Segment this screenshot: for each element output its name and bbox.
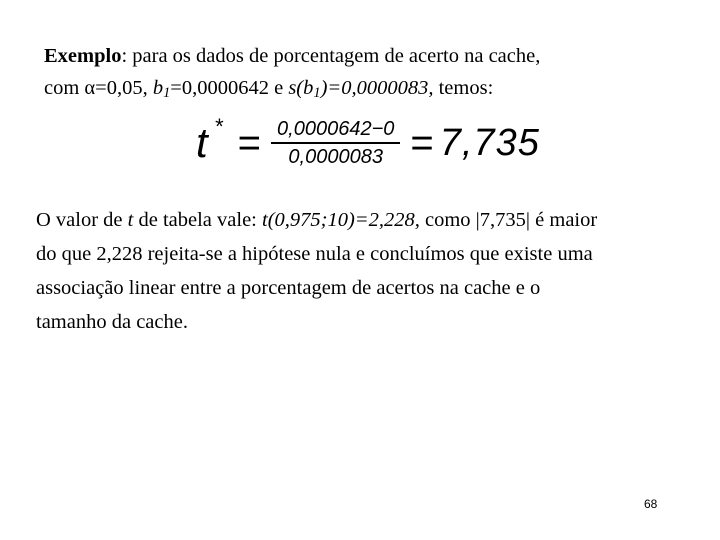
paragraph-line-3: associação linear entre a porcentagem de acertos na cache e o xyxy=(36,277,541,299)
t-statistic-formula xyxy=(196,110,540,176)
formula-numerator: 0,0000642−0 xyxy=(277,118,395,140)
sb-prefix: s(b xyxy=(288,77,314,99)
alpha-value: =0,05, xyxy=(95,77,153,99)
formula-lhs xyxy=(196,114,224,166)
paragraph-text-1b: de tabela vale: xyxy=(133,209,262,231)
sb-value: )=0,0000083, xyxy=(320,77,434,99)
formula-equals-2: = xyxy=(410,121,434,165)
example-temos-text: temos: xyxy=(433,77,494,99)
formula-t-symbol: t xyxy=(196,119,208,166)
formula-star: * xyxy=(215,114,224,139)
formula-fraction xyxy=(271,117,400,169)
sb-subscript: 1 xyxy=(313,84,321,101)
example-intro-text: : para os dados de porcentagem de acerto na cache, xyxy=(121,45,541,67)
paragraph-text-1c: como |7,735| é maior xyxy=(419,209,598,231)
paragraph-t-symbol: t xyxy=(127,209,134,231)
b-subscript: 1 xyxy=(163,84,171,101)
paragraph-line-4: tamanho da cache. xyxy=(36,311,188,333)
paragraph-line-1 xyxy=(36,203,696,237)
fraction-bar xyxy=(271,142,400,144)
paragraph-text-1a: O valor de xyxy=(36,209,128,231)
example-line-2 xyxy=(44,72,684,104)
paragraph-t-table-expr: t(0,975;10)=2,228, xyxy=(262,209,420,231)
page-number: 68 xyxy=(644,497,658,511)
paragraph-line-2: do que 2,228 rejeita-se a hipótese nula e concluímos que existe uma xyxy=(36,243,593,265)
example-line-1 xyxy=(44,40,684,72)
conclusion-paragraph xyxy=(36,203,696,339)
example-label: Exemplo xyxy=(44,45,122,67)
formula-denominator: 0,0000083 xyxy=(288,146,383,168)
example-block xyxy=(44,40,684,104)
b-symbol: b xyxy=(152,77,164,99)
example-com-text: com xyxy=(44,77,85,99)
formula-result: 7,735 xyxy=(439,122,540,164)
b-value: =0,0000642 e xyxy=(170,77,289,99)
formula-equals-1: = xyxy=(237,121,262,165)
alpha-symbol: α xyxy=(84,77,96,99)
